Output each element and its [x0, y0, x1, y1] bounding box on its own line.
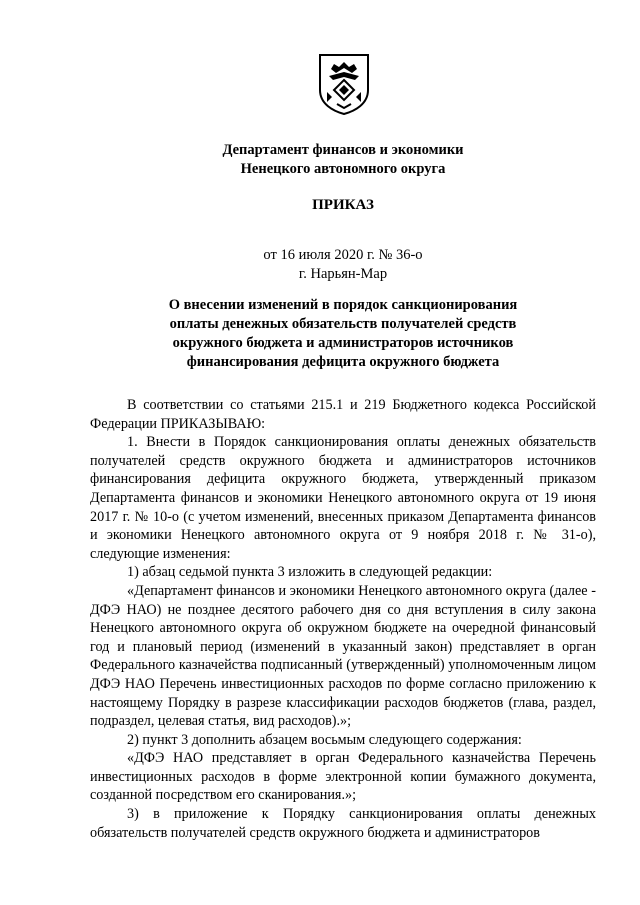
body-paragraph-quote-2: «ДФЭ НАО представляет в орган Федерального казначейства Перечень инвестиционных расходов в форме электронной копии бумажного документа, созданной посредством его сканирования.»;: [90, 750, 596, 804]
order-meta: [90, 246, 596, 284]
body-paragraph-quote-1: «Департамент финансов и экономики Ненецкого автономного округа (далее - ДФЭ НАО) не позднее десятого рабочего дня со дня вступления в силу закона Ненецкого автономного округа об окружном бюджете на очередной финансовый год и плановый период (изменений в указанный закон) представляет в орган Федерального казначейства подписанный (утвержденный) уполномоченным лицом ДФЭ НАО Перечень инвестиционных расходов по форме согласно приложению к настоящему Порядку в разрезе классификации расходов бюджетов (глава, раздел, подраздел, целевая статья, вид расходов).»;: [90, 582, 596, 730]
order-subject: [90, 296, 596, 372]
order-body: [90, 396, 596, 842]
subject-line-3: окружного бюджета и администраторов источников: [172, 335, 514, 351]
body-paragraph-preamble: В соответствии со статьями 215.1 и 219 Бюджетного кодекса Российской Федерации ПРИКАЗЫВАЮ:: [90, 397, 596, 432]
body-paragraph-subitem-1: 1) абзац седьмой пункта 3 изложить в следующей редакции:: [127, 564, 493, 581]
organization-name: [90, 141, 596, 179]
subject-line-1: О внесении изменений в порядок санкционирования: [168, 297, 518, 313]
org-line-1: Департамент финансов и экономики: [222, 142, 464, 158]
body-paragraph-subitem-2: 2) пункт 3 дополнить абзацем восьмым следующего содержания:: [127, 731, 522, 748]
order-city: г. Нарьян-Мар: [298, 266, 388, 282]
body-paragraph-subitem-3: 3) в приложение к Порядку санкционирования оплаты денежных обязательств получателей средств окружного бюджета и администраторов: [90, 806, 596, 841]
body-paragraph-item-1: 1. Внести в Порядок санкционирования оплаты денежных обязательств получателей средств окружного бюджета и администраторов источников финансирования дефицита окружного бюджета, утвержденный приказом Департамента финансов и экономики Ненецкого автономного округа от 19 июня 2017 г. № 10-о (с учетом изменений, внесенных приказом Департамента финансов и экономики Ненецкого автономного округа от 9 ноября 2018 г. № 31-о), следующие изменения:: [90, 434, 596, 562]
order-title: ПРИКАЗ: [312, 197, 374, 213]
org-line-2: Ненецкого автономного округа: [240, 161, 446, 177]
subject-line-2: оплаты денежных обязательств получателей средств: [169, 316, 517, 332]
coat-of-arms-icon: [317, 52, 371, 116]
order-date-number: от 16 июля 2020 г. № 36-о: [263, 247, 423, 263]
subject-line-4: финансирования дефицита окружного бюджета: [186, 354, 500, 370]
